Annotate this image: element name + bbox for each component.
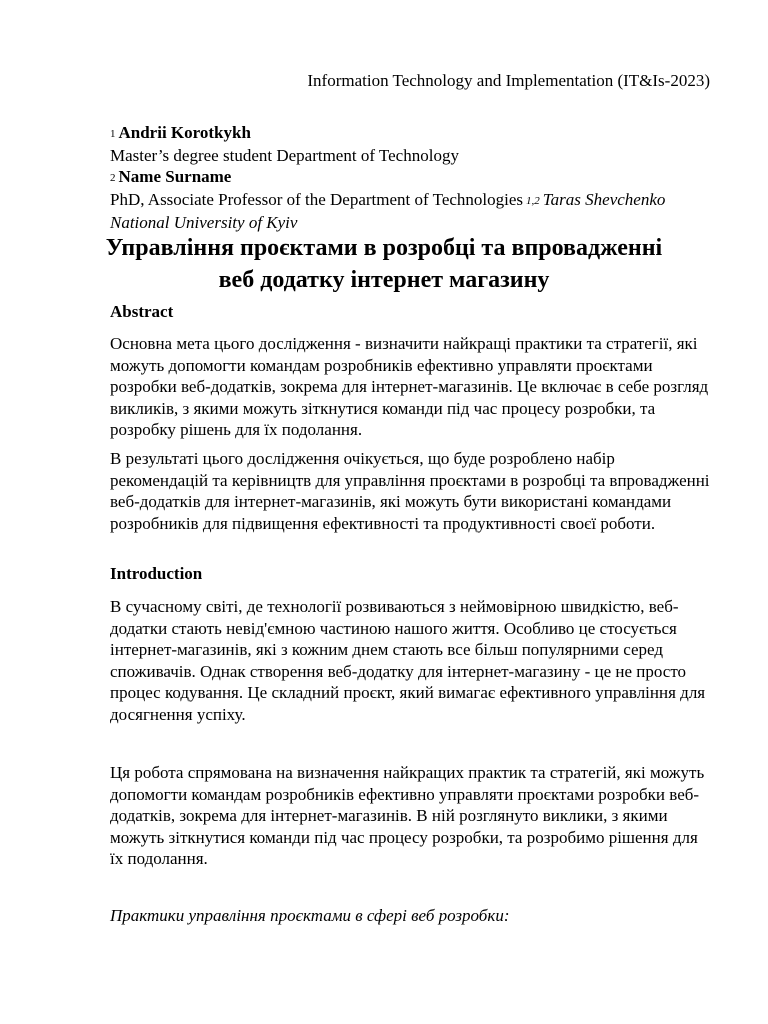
abstract-p2-text: В результаті цього дослідження очікується, що буде розроблено набір рекомендацій та керівництв для управління проєктами в розробці та впровадженні веб-додатків для інтернет-магазинів, які можуть бути використані командами розробників для підвищення ефективності та продуктивності своєї роботи. xyxy=(110,449,710,533)
abstract-paragraph-2 xyxy=(110,448,715,534)
author-2-number: 2 xyxy=(110,172,116,184)
university-name-part2: National University of Kyiv xyxy=(110,213,298,232)
introduction-paragraph-2 xyxy=(110,762,715,870)
introduction-paragraph-1 xyxy=(110,596,715,725)
abstract-heading: Abstract xyxy=(110,302,174,321)
affiliation-numbers: 1,2 xyxy=(526,195,540,207)
abstract-paragraph-1 xyxy=(110,333,715,441)
paper-title: Управління проєктами в розробці та впровадженні веб додатку інтернет магазину xyxy=(105,235,663,293)
author-2-name: Name Surname xyxy=(118,167,232,186)
author-1-line xyxy=(110,122,720,145)
introduction-heading: Introduction xyxy=(110,564,203,583)
introduction-p2-text: Ця робота спрямована на визначення найкращих практик та стратегій, які можуть допомогти командам розробників ефективно управляти проєктами розробки веб-додатків, зокрема для інтернет-магазинів. В ній розглянуто виклики, з якими можуть зіткнутися команди під час процесу розробки, та розробимо рішення для їх подолання. xyxy=(110,763,705,868)
author-2-role: PhD, Associate Professor of the Department of Technologies xyxy=(110,190,524,209)
university-name-part1: Taras Shevchenko xyxy=(542,190,666,209)
author-block xyxy=(110,122,720,233)
conference-header: Information Technology and Implementation (IT&Is-2023) xyxy=(307,71,710,90)
author-2-line xyxy=(110,166,720,189)
author-1-role: Master’s degree student Department of Technology xyxy=(110,146,459,165)
abstract-p1-text: Основна мета цього дослідження - визначити найкращі практики та стратегії, які можуть допомогти командам розробників ефективно управляти проєктами розробки веб-додатків, зокрема для інтернет-магазинів. Це включає в себе розгляд викликів, з якими можуть зіткнутися команди під час процесу розробки, та розробку рішень для їх подолання. xyxy=(110,334,709,439)
author-1-name: Andrii Korotkykh xyxy=(118,123,251,142)
author-1-number: 1 xyxy=(110,128,116,140)
introduction-p1-text: В сучасному світі, де технології розвиваються з неймовірною швидкістю, веб-додатки стають невід'ємною частиною нашого життя. Особливо це стосується інтернет-магазинів, які з кожним днем стають все більш популярними серед споживачів. Однак створення веб-додатку для інтернет-магазину - це не просто процес кодування. Це складний проєкт, який вимагає ефективного управління для досягнення успіху. xyxy=(110,597,706,724)
subsection-heading: Практики управління проєктами в сфері веб розробки: xyxy=(110,906,510,925)
author-2-affiliation xyxy=(110,189,720,212)
